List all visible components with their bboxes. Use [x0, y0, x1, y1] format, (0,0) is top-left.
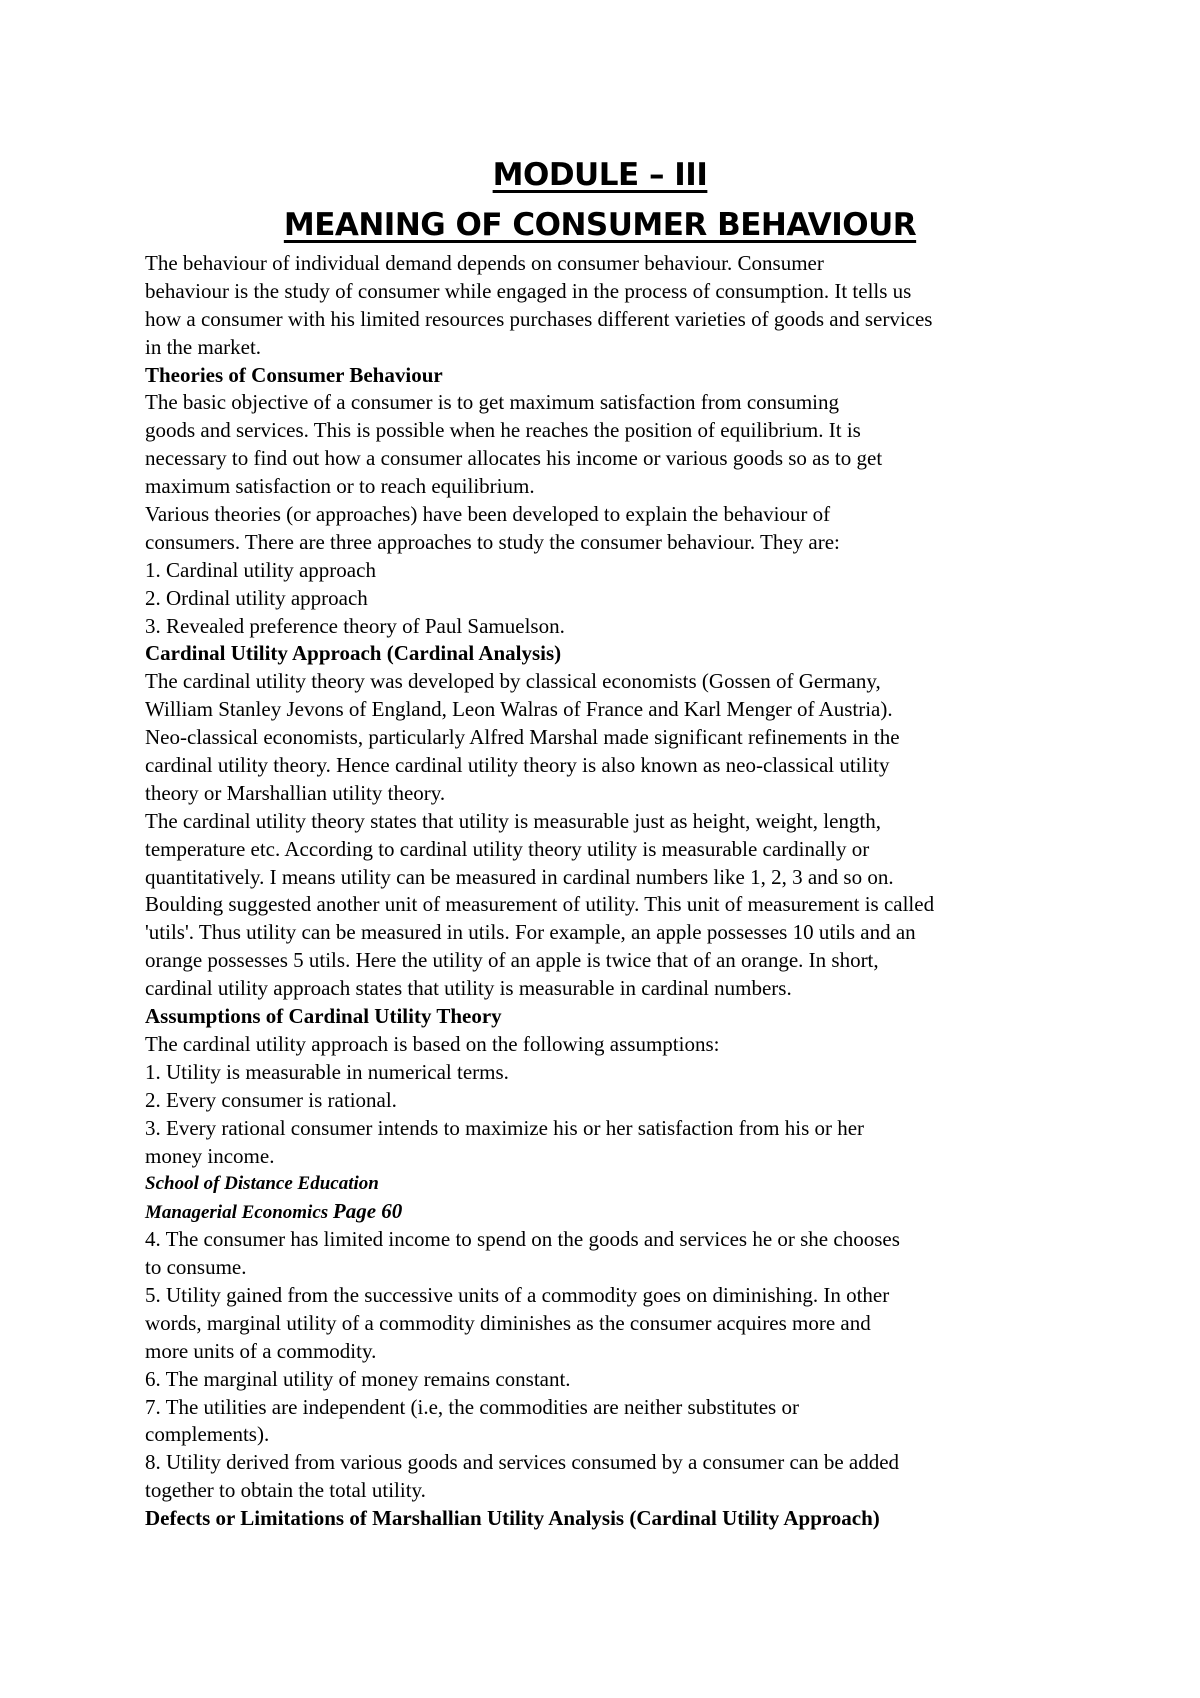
body-text-line: 4. The consumer has limited income to spend on the goods and services he or she chooses: [145, 1227, 900, 1252]
body-text-line: 6. The marginal utility of money remains constant.: [145, 1366, 571, 1391]
body-text-line: The cardinal utility theory states that utility is measurable just as height, weight, length,: [145, 808, 882, 833]
body-text-line: words, marginal utility of a commodity diminishes as the consumer acquires more and: [145, 1310, 871, 1335]
body-text-line: Various theories (or approaches) have been developed to explain the behaviour of: [145, 502, 831, 527]
body-text-line: Boulding suggested another unit of measurement of utility. This unit of measurement is called: [145, 892, 935, 917]
body-text-line: goods and services. This is possible when he reaches the position of equilibrium. It is: [145, 418, 861, 443]
footer-text: School of Distance Education: [145, 1173, 379, 1195]
body-text-line: 5. Utility gained from the successive units of a commodity goes on diminishing. In other: [145, 1282, 890, 1307]
body-text-line: temperature etc. According to cardinal utility theory utility is measurable cardinally or: [145, 836, 870, 861]
body-text-line: necessary to find out how a consumer allocates his income or various goods so as to get: [145, 446, 883, 471]
body-text-line: theory or Marshallian utility theory.: [145, 780, 446, 805]
title-block: [0, 150, 1200, 250]
section-heading: Defects or Limitations of Marshallian Utility Analysis (Cardinal Utility Approach): [145, 1506, 880, 1531]
body-text-line: 2. Every consumer is rational.: [145, 1087, 397, 1112]
body-text-line: quantitatively. I means utility can be measured in cardinal numbers like 1, 2, 3 and so on.: [145, 864, 894, 889]
body-text-line: 8. Utility derived from various goods and services consumed by a consumer can be added: [145, 1450, 900, 1475]
body-text-line: in the market.: [145, 334, 262, 359]
page-footer-line: [145, 1198, 1075, 1226]
page-footer-line: [145, 1170, 1075, 1198]
body-text-line: 'utils'. Thus utility can be measured in utils. For example, an apple possesses 10 utils and an: [145, 920, 916, 945]
body-text-line: 7. The utilities are independent (i.e, the commodities are neither substitutes or: [145, 1394, 799, 1419]
body-text-line: The basic objective of a consumer is to get maximum satisfaction from consuming: [145, 390, 839, 415]
body-text-line: 3. Revealed preference theory of Paul Samuelson.: [145, 613, 565, 638]
body-text-line: more units of a commodity.: [145, 1338, 377, 1363]
body-text-line: consumers. There are three approaches to study the consumer behaviour. They are:: [145, 529, 840, 554]
page-title: MEANING OF CONSUMER BEHAVIOUR: [283, 207, 917, 243]
body-text-line: William Stanley Jevons of England, Leon Walras of France and Karl Menger of Austria).: [145, 697, 893, 722]
body-text-line: 1. Utility is measurable in numerical terms.: [145, 1059, 509, 1084]
body-text-line: The cardinal utility theory was developed by classical economists (Gossen of Germany,: [145, 669, 881, 694]
body-text-line: to consume.: [145, 1255, 247, 1280]
body-text-line: money income.: [145, 1143, 275, 1168]
body-text-line: cardinal utility theory. Hence cardinal utility theory is also known as neo-classical utility: [145, 753, 890, 778]
body-text-line: The cardinal utility approach is based on the following assumptions:: [145, 1031, 720, 1056]
document-body: [145, 250, 1075, 1533]
footer-text: Managerial Economics: [145, 1202, 329, 1224]
body-text-line: The behaviour of individual demand depends on consumer behaviour. Consumer: [145, 251, 824, 275]
section-heading: Cardinal Utility Approach (Cardinal Analysis): [145, 641, 562, 666]
page-number: Page 60: [332, 1199, 403, 1224]
body-text-line: orange possesses 5 utils. Here the utility of an apple is twice that of an orange. In short,: [145, 948, 879, 973]
section-heading: Theories of Consumer Behaviour: [145, 362, 443, 387]
body-text-line: cardinal utility approach states that utility is measurable in cardinal numbers.: [145, 976, 792, 1001]
body-text-line: complements).: [145, 1422, 270, 1447]
section-heading: Assumptions of Cardinal Utility Theory: [145, 1004, 502, 1029]
body-text-line: 1. Cardinal utility approach: [145, 557, 376, 582]
body-text-line: how a consumer with his limited resources purchases different varieties of goods and services: [145, 306, 933, 331]
module-title: MODULE – III: [492, 157, 708, 193]
body-text-line: 3. Every rational consumer intends to maximize his or her satisfaction from his or her: [145, 1115, 865, 1140]
body-text-line: Neo-classical economists, particularly Alfred Marshal made significant refinements in the: [145, 725, 900, 750]
body-text-line: 2. Ordinal utility approach: [145, 585, 368, 610]
body-text-line: maximum satisfaction or to reach equilibrium.: [145, 474, 535, 499]
body-text-line: behaviour is the study of consumer while engaged in the process of consumption. It tells us: [145, 278, 912, 303]
body-text-line: together to obtain the total utility.: [145, 1478, 426, 1503]
